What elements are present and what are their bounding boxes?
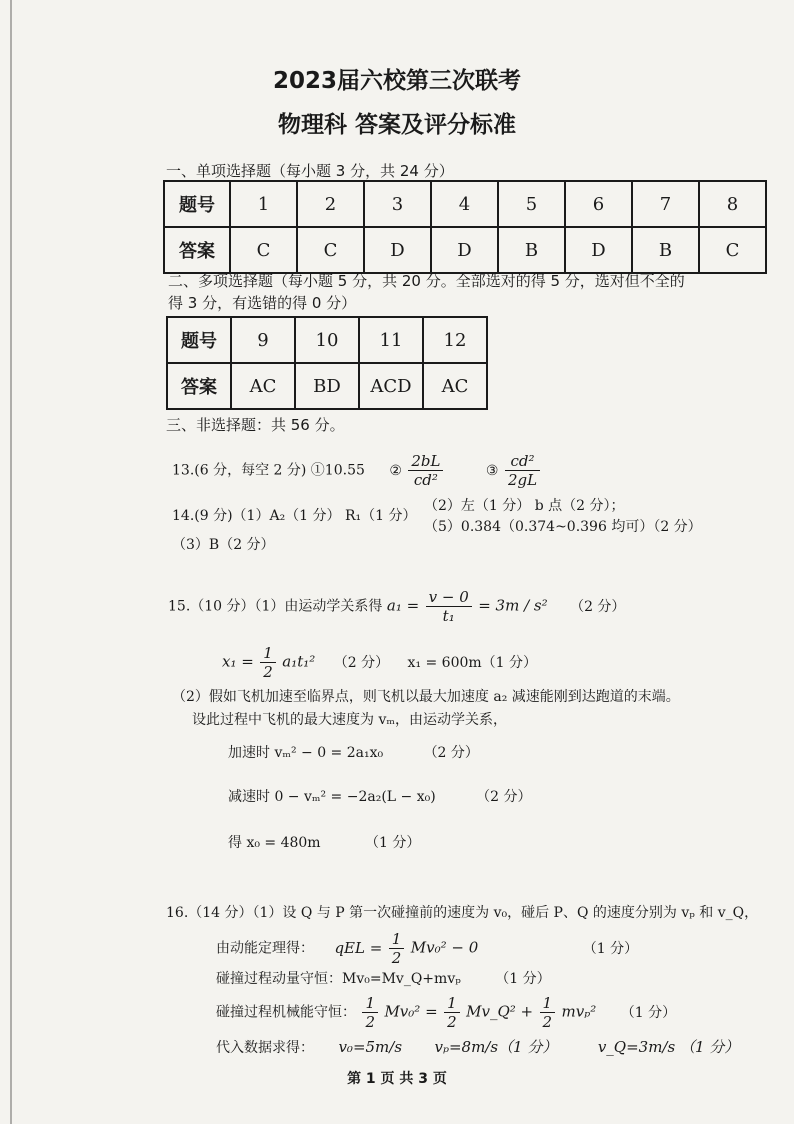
q15-score: （2 分） [333,654,390,671]
q15-score: （2 分） [423,745,479,761]
q16-line1: 16.（14 分）（1）设 Q 与 P 第一次碰撞前的速度为 v₀，碰后 P、Q 的速度分别为 vₚ 和 v_Q， [166,905,759,921]
q15-line5 [228,742,479,762]
q15-final-eq: 得 x₀ = 480m [228,835,321,851]
q15-half-fraction [260,644,276,681]
q16-energy-intro: 碰撞过程机械能守恒： [216,1004,356,1021]
fraction-denominator: 2 [391,949,402,967]
scan-edge [10,0,12,1124]
q16-energy-c: mvₚ² [561,1002,597,1021]
answer-cell: AC [231,363,295,409]
q13-mark2: ② [389,462,402,479]
row-label: 答案 [167,363,231,409]
page-footer: 第 1 页 共 3 页 [347,1071,447,1087]
answer-cell: D [431,227,498,273]
fraction-denominator: 2 [542,1013,553,1031]
question-number: 5 [498,181,565,227]
q15-line6 [228,786,532,806]
fraction-denominator: 2 [263,663,273,681]
q16-line5 [216,1036,739,1057]
q16-line2 [216,930,638,967]
q15-eq-lhs: a₁ = [386,596,420,615]
fraction-numerator: v − 0 [426,588,472,607]
question-number: 4 [431,181,498,227]
section2-table [166,316,488,410]
q16-half-fraction [389,930,405,967]
q15-fraction [426,588,472,625]
table-row [167,317,487,363]
fraction-denominator: t₁ [442,607,455,625]
question-number: 6 [565,181,632,227]
q15-line4: 设此过程中飞机的最大速度为 vₘ，由运动学关系， [192,712,507,728]
question-number: 7 [632,181,699,227]
question-number: 2 [297,181,364,227]
question-number: 10 [295,317,359,363]
q16-half-fraction [444,994,460,1031]
q16-energy-a: Mv₀² = [384,1002,438,1021]
row-label: 题号 [167,317,231,363]
q16-vp: vₚ=8m/s（1 分） [434,1038,558,1056]
answer-cell: AC [423,363,487,409]
q16-intro: 由动能定理得： [216,940,314,957]
section2-heading: 二、多项选择题（每小题 5 分，共 20 分。全部选对的得 5 分，选对但不全的 [168,272,685,290]
q13-fraction-2 [408,452,443,489]
question-number: 1 [230,181,297,227]
q16-half-fraction [362,994,378,1031]
q14-line1b: （2）左（1 分） b 点（2 分）； [424,498,625,514]
answer-cell: D [565,227,632,273]
q16-energy-b: Mv_Q² + [466,1002,534,1021]
q13-label: 13.(6 分，每空 2 分) ①10.55 [172,462,365,479]
answer-cell: D [364,227,431,273]
q15-score: （1 分） [365,835,421,851]
section1-table [163,180,767,274]
q16-vq: v_Q=3m/s （1 分） [597,1038,740,1056]
section1-heading: 一、单项选择题（每小题 3 分，共 24 分） [166,162,454,180]
q16-line3 [216,968,551,988]
q16-momentum: 碰撞过程动量守恒：Mv₀=Mv_Q+mvₚ [216,971,461,987]
q15-eq-rhs: = 3m / s² [478,596,548,615]
fraction-numerator: 1 [362,994,378,1013]
question-number: 12 [423,317,487,363]
q13-mark3: ③ [485,462,499,479]
question-number: 9 [231,317,295,363]
fraction-numerator: cd² [505,452,540,471]
answer-cell: C [699,227,766,273]
exam-subtitle: 物理科 答案及评分标准 [277,112,516,138]
section2-heading-cont: 得 3 分，有选错的得 0 分） [168,294,357,312]
fraction-numerator: 1 [260,644,276,663]
table-row [164,227,766,273]
fraction-numerator: 1 [389,930,405,949]
fraction-numerator: 2bL [408,452,443,471]
q13-fraction-3 [505,452,540,489]
fraction-denominator: 2 [447,1013,457,1031]
fraction-denominator: 2gL [507,471,538,489]
question-number: 3 [364,181,431,227]
q15-line1 [168,588,625,625]
answer-cell: B [632,227,699,273]
q14-line2: （3）B（2 分） [172,537,275,553]
q16-eq-rhs: Mv₀² − 0 [410,938,479,957]
q16-score: （1 分） [620,1004,677,1021]
q14-line2b: （5）0.384（0.374~0.396 均可）（2 分） [424,519,702,535]
q16-half-fraction [540,994,556,1031]
q15-line7 [228,832,420,852]
table-row [167,363,487,409]
q15-decel-eq: 减速时 0 − vₘ² = −2a₂(L − x₀) [228,789,436,805]
q16-v0: v₀=5m/s [338,1038,403,1056]
table-row [164,181,766,227]
q15-result: x₁ = 600m（1 分） [407,654,538,671]
q16-line4 [216,994,676,1031]
answer-cell: B [498,227,565,273]
fraction-numerator: 1 [444,994,460,1013]
fraction-denominator: cd² [413,471,438,489]
section3-heading: 三、非选择题：共 56 分。 [166,416,345,434]
q14-line1: 14.(9 分)（1）A₂（1 分） R₁（1 分） [172,508,417,524]
question-number: 8 [699,181,766,227]
q15-score: （2 分） [476,789,532,805]
q16-score: （1 分） [582,940,639,957]
q15-accel-eq: 加速时 vₘ² − 0 = 2a₁x₀ [228,745,384,761]
exam-title: 2023届六校第三次联考 [272,68,521,94]
q16-result-intro: 代入数据求得： [216,1040,314,1056]
q15-intro: 15.（10 分）（1）由运动学关系得 [168,598,383,615]
fraction-denominator: 2 [365,1013,375,1031]
q13-line [172,452,542,489]
q16-eq-lhs: qEL = [334,938,383,957]
row-label: 答案 [164,227,230,273]
question-number: 11 [359,317,423,363]
q15-line2 [222,644,537,681]
q15-eq2-rhs: a₁t₁² [282,652,316,671]
row-label: 题号 [164,181,230,227]
answer-cell: C [230,227,297,273]
fraction-numerator: 1 [540,994,556,1013]
answer-cell: BD [295,363,359,409]
answer-cell: C [297,227,364,273]
answer-cell: ACD [359,363,423,409]
q15-line3: （2）假如飞机加速至临界点，则飞机以最大加速度 a₂ 减速能刚到达跑道的末端。 [172,689,680,705]
q15-score: （2 分） [570,598,626,615]
q16-score: （1 分） [495,971,551,987]
q15-eq2-lhs: x₁ = [222,652,254,671]
